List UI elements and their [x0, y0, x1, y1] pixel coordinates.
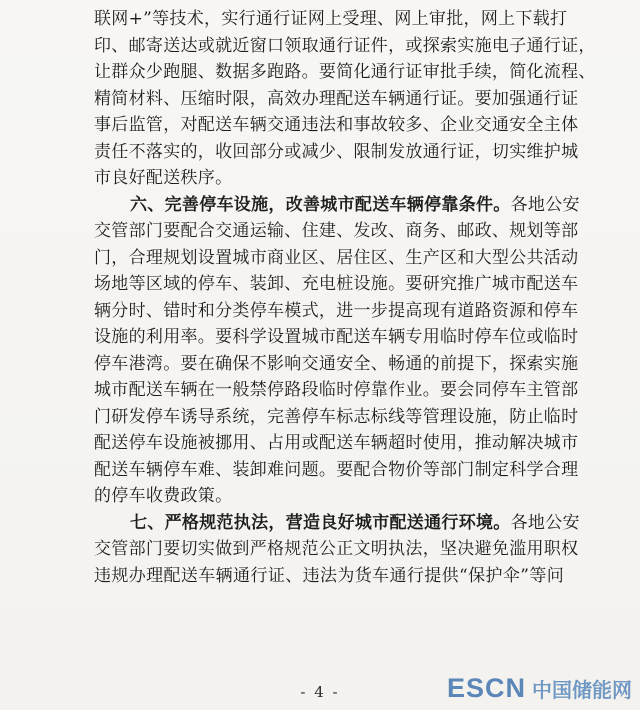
- line-text: 各地公安: [510, 512, 580, 533]
- watermark-cjk: 中国储能网: [532, 678, 632, 702]
- line-text: 印、邮寄送达或就近窗口领取通行证件，或探索实施电子通行证，: [94, 35, 596, 56]
- line-text: 责任不落实的，收回部分或减少、限制发放通行证，切实维护城: [94, 141, 579, 162]
- watermark-logo: [447, 673, 632, 704]
- text-line: [94, 457, 579, 484]
- text-line: [94, 563, 564, 590]
- body-text: [94, 6, 596, 589]
- text-line: [94, 59, 596, 86]
- line-text: 各地公安: [510, 194, 580, 215]
- line-text: 交管部门要切实做到严格规范公正文明执法，坚决避免滥用职权: [94, 539, 579, 559]
- line-text: 市良好配送秩序。: [94, 168, 233, 188]
- line-text: 让群众少跑腿、数据多跑路。要简化通行证审批手续，简化流程、: [94, 62, 596, 82]
- line-text: 配送停车设施被挪用、占用或配送车辆超时使用，推动解决城市: [94, 433, 579, 453]
- line-text: 停车港湾。要在确保不影响交通安全、畅通的前提下，探索实施: [94, 353, 579, 374]
- line-text: 的停车收费政策。: [94, 486, 233, 506]
- line-text: 违规办理配送车辆通行证、违法为货车通行提供“保护伞”等问: [94, 565, 564, 586]
- text-line: [94, 271, 579, 298]
- text-line: [94, 351, 579, 378]
- text-line: [94, 510, 580, 537]
- watermark-latin: ESCN: [446, 673, 526, 703]
- line-text: 交管部门要配合交通运输、住建、发改、商务、邮政、规划等部: [94, 221, 579, 241]
- line-text: 配送车辆停车难、装卸难问题。要配合物价等部门制定科学合理: [94, 459, 579, 480]
- line-text: 场地等区域的停车、装卸、充电桩设施。要研究推广城市配送车: [94, 274, 579, 294]
- section-heading: 七、严格规范执法，营造良好城市配送通行环境。: [130, 512, 511, 533]
- line-text: 城市配送车辆在一般禁停路段临时停靠作业。要会同停车主管部: [94, 380, 579, 400]
- text-line: [94, 192, 580, 219]
- text-line: [94, 139, 579, 166]
- text-line: [94, 377, 579, 404]
- text-line: [94, 404, 579, 431]
- text-line: [94, 6, 568, 33]
- line-text: 辆分时、错时和分类停车模式，进一步提高现有道路资源和停车: [94, 300, 579, 321]
- page-number: - 4 -: [300, 683, 340, 701]
- line-text: 精简材料、压缩时限，高效办理配送车辆通行证。要加强通行证: [94, 88, 579, 109]
- text-line: [94, 483, 564, 510]
- text-line: [94, 112, 579, 139]
- text-line: [94, 86, 579, 113]
- section-heading: 六、完善停车设施，改善城市配送车辆停靠条件。: [130, 194, 511, 215]
- text-line: [94, 33, 596, 60]
- text-line: [94, 324, 579, 351]
- text-line: [94, 430, 579, 457]
- text-line: [94, 245, 579, 272]
- line-text: 门研发停车诱导系统，完善停车标志标线等管理设施，防止临时: [94, 406, 579, 427]
- line-text: 门，合理规划设置城市商业区、居住区、生产区和大型公共活动: [94, 247, 579, 268]
- text-line: [94, 298, 579, 325]
- text-line: [94, 218, 579, 245]
- line-text: 事后监管，对配送车辆交通违法和事故较多、企业交通安全主体: [94, 115, 579, 135]
- line-text: 联网+”等技术，实行通行证网上受理、网上审批，网上下载打: [94, 9, 568, 29]
- text-line: [94, 165, 564, 192]
- line-text: 设施的利用率。要科学设置城市配送车辆专用临时停车位或临时: [94, 327, 579, 347]
- text-line: [94, 536, 579, 563]
